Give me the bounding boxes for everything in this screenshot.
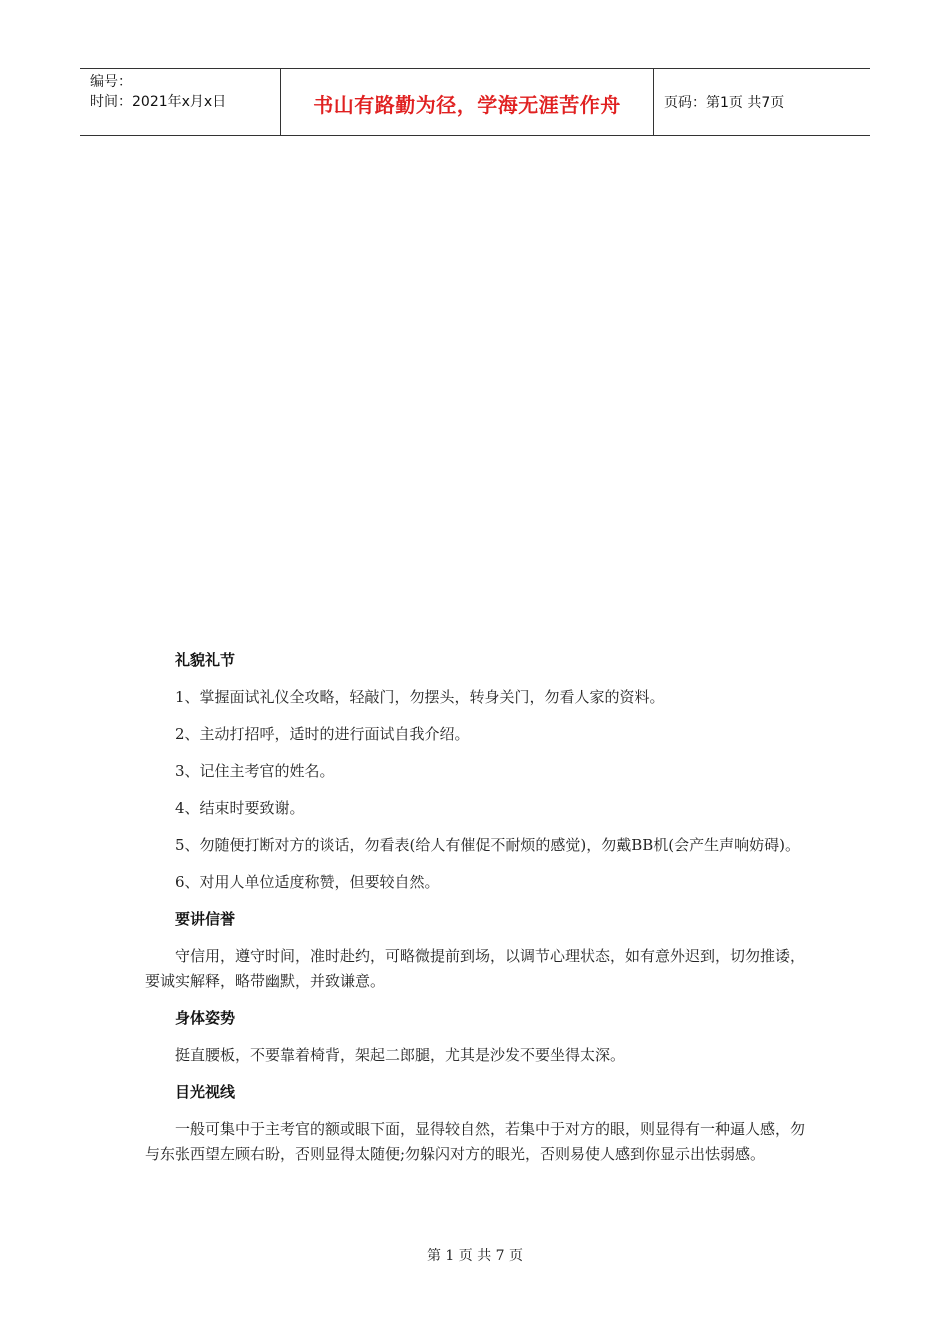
- section-etiquette: [145, 648, 810, 895]
- paragraph: 挺直腰板，不要靠着椅背，架起二郎腿，尤其是沙发不要坐得太深。: [175, 1046, 626, 1064]
- paragraph: 6、对用人单位适度称赞，但要较自然。: [175, 873, 440, 891]
- paragraph: 2、主动打招呼，适时的进行面试自我介绍。: [175, 725, 470, 743]
- page-footer: 第 1 页 共 7 页: [426, 1248, 524, 1264]
- section-credibility: [145, 907, 810, 994]
- number-label: 编号：: [90, 74, 132, 90]
- document-header: [80, 68, 870, 136]
- paragraph: 守信用，遵守时间，准时赴约，可略微提前到场，以调节心理状态，如有意外迟到，切勿推诿，要诚实解释，略带幽默，并致谦意。: [145, 947, 806, 990]
- time-label: 时间：2021年x月x日: [90, 94, 227, 110]
- section-eye-contact: [145, 1080, 810, 1167]
- paragraph: 1、掌握面试礼仪全攻略，轻敲门，勿摆头，转身关门，勿看人家的资料。: [175, 688, 665, 706]
- header-motto: 书山有路勤为径，学海无涯苦作舟: [281, 69, 654, 135]
- header-page-info: 页码：第1页 共7页: [664, 95, 785, 111]
- section-title: 要讲信誉: [175, 910, 236, 928]
- document-body: [145, 648, 810, 1179]
- paragraph: 一般可集中于主考官的额或眼下面，显得较自然，若集中于对方的眼，则显得有一种逼人感，勿与东张西望左顾右盼，否则显得太随便;勿躲闪对方的眼光，否则易使人感到你显示出怯弱感。: [145, 1120, 806, 1163]
- section-title: 身体姿势: [175, 1009, 236, 1027]
- paragraph: 3、记住主考官的姓名。: [175, 762, 335, 780]
- section-title: 目光视线: [175, 1083, 236, 1101]
- paragraph: 4、结束时要致谢。: [175, 799, 305, 817]
- section-title: 礼貌礼节: [175, 651, 236, 669]
- section-posture: [145, 1006, 810, 1068]
- header-meta-cell: [80, 69, 281, 135]
- paragraph: 5、勿随便打断对方的谈话，勿看表(给人有催促不耐烦的感觉)，勿戴BB机(会产生声响妨碍)。: [175, 836, 801, 854]
